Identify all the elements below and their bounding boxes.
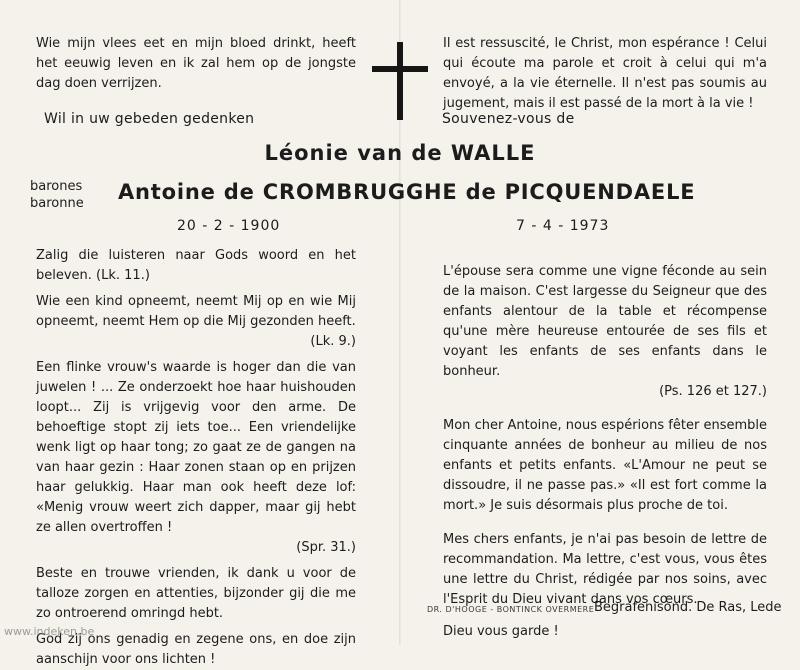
deceased-name: Léonie van de WALLE [264, 141, 536, 165]
paragraph-text: Mes chers enfants, je n'ai pas besoin de lettre de recommandation. Ma lettre, c'est vous, vous êtes une lettre du Christ, rédigée par nos soins, avec l'Esprit du Dieu vivant dans vos cœurs. [443, 532, 767, 607]
paragraph-text: L'épouse sera comme une vigne féconde au sein de la maison. C'est largesse du Seigneur que des enfants alentour de la table et récompense qu'une mère heureuse entourée de ses fils et voyant les enfants de ses enfants dans le bonheur. [443, 264, 767, 379]
printer-credit: DR. D'HOOGE - BONTINCK OVERMERE [427, 605, 595, 614]
spouse-name: Antoine de CROMBRUGGHE de PICQUENDAELE [118, 180, 696, 204]
undertaker-credit: Begrafenisond. De Ras, Lede [594, 600, 782, 615]
left-paragraph [36, 358, 356, 558]
right-column [443, 262, 767, 642]
left-column [36, 246, 356, 670]
death-date: 7 - 4 - 1973 [516, 218, 610, 234]
left-paragraph [36, 246, 356, 286]
paragraph-text: Mon cher Antoine, nous espérions fêter ensemble cinquante années de bonheur au milieu de nos enfants et petits enfants. «L'Amour ne peut se dissoudre, il ne passe pas.» «Il est fort comme la mort.» Je suis désormais plus proche de toi. [443, 418, 767, 513]
left-paragraph [36, 564, 356, 624]
cross-icon [372, 42, 428, 120]
verse-text-fr: Il est ressuscité, le Christ, mon espérance ! Celui qui écoute ma parole et croit à celui qui m'a envoyé, a la vie éternelle. Il n'est pas soumis au jugement, mais il est passé de la mort à la vie ! [443, 36, 767, 111]
top-left-verse [36, 34, 356, 94]
scripture-reference: (Spr. 31.) [296, 540, 356, 555]
right-paragraph [443, 262, 767, 402]
paragraph-text: God zij ons genadig en zegene ons, en doe zijn aanschijn voor ons lichten ! [36, 632, 356, 667]
scripture-reference: (Ps. 126 et 127.) [659, 384, 767, 399]
verse-text-nl: Wie mijn vlees eet en mijn bloed drinkt, heeft het eeuwig leven en ik zal hem op de jongste dag doen verrijzen. [36, 36, 356, 91]
top-right-verse [443, 34, 767, 114]
paragraph-text: Beste en trouwe vrienden, ik dank u voor de talloze zorgen en attenties, bijzonder gij die me zo ontroerend omringd hebt. [36, 566, 356, 621]
heading-fr: Souvenez-vous de [442, 111, 575, 127]
paragraph-text: Dieu vous garde ! [443, 624, 559, 639]
paragraph-text: Wie een kind opneemt, neemt Mij op en wie Mij opneemt, neemt Hem op die Mij gezonden heeft. [36, 294, 356, 329]
birth-date: 20 - 2 - 1900 [177, 218, 281, 234]
left-paragraph [36, 292, 356, 352]
paragraph-text: Zalig die luisteren naar Gods woord en het beleven. (Lk. 11.) [36, 248, 356, 283]
heading-nl: Wil in uw gebeden gedenken [44, 111, 255, 127]
scripture-reference: (Lk. 9.) [310, 334, 356, 349]
noble-titles [30, 178, 84, 212]
right-paragraph [443, 530, 767, 610]
site-watermark: www.indeken.be [4, 625, 95, 638]
paragraph-text: Een flinke vrouw's waarde is hoger dan die van juwelen ! ... Ze onderzoekt hoe haar huishouden loopt... Zij is vrijgevig voor den arme. De behoeftige stopt zij iets toe... Een vriendelijke wenk ligt op haar tong; zo gaat ze de gangen na van haar gezin : Haar zonen staan op en prijzen haar gelukkig. Haar man ook heeft deze lof: «Menig vrouw weert zich dapper, maar gij hebt ze allen overtroffen ! [36, 360, 356, 535]
title-nl: barones [30, 179, 83, 194]
right-paragraph [443, 416, 767, 516]
title-fr: baronne [30, 196, 84, 211]
right-paragraph [443, 622, 767, 642]
